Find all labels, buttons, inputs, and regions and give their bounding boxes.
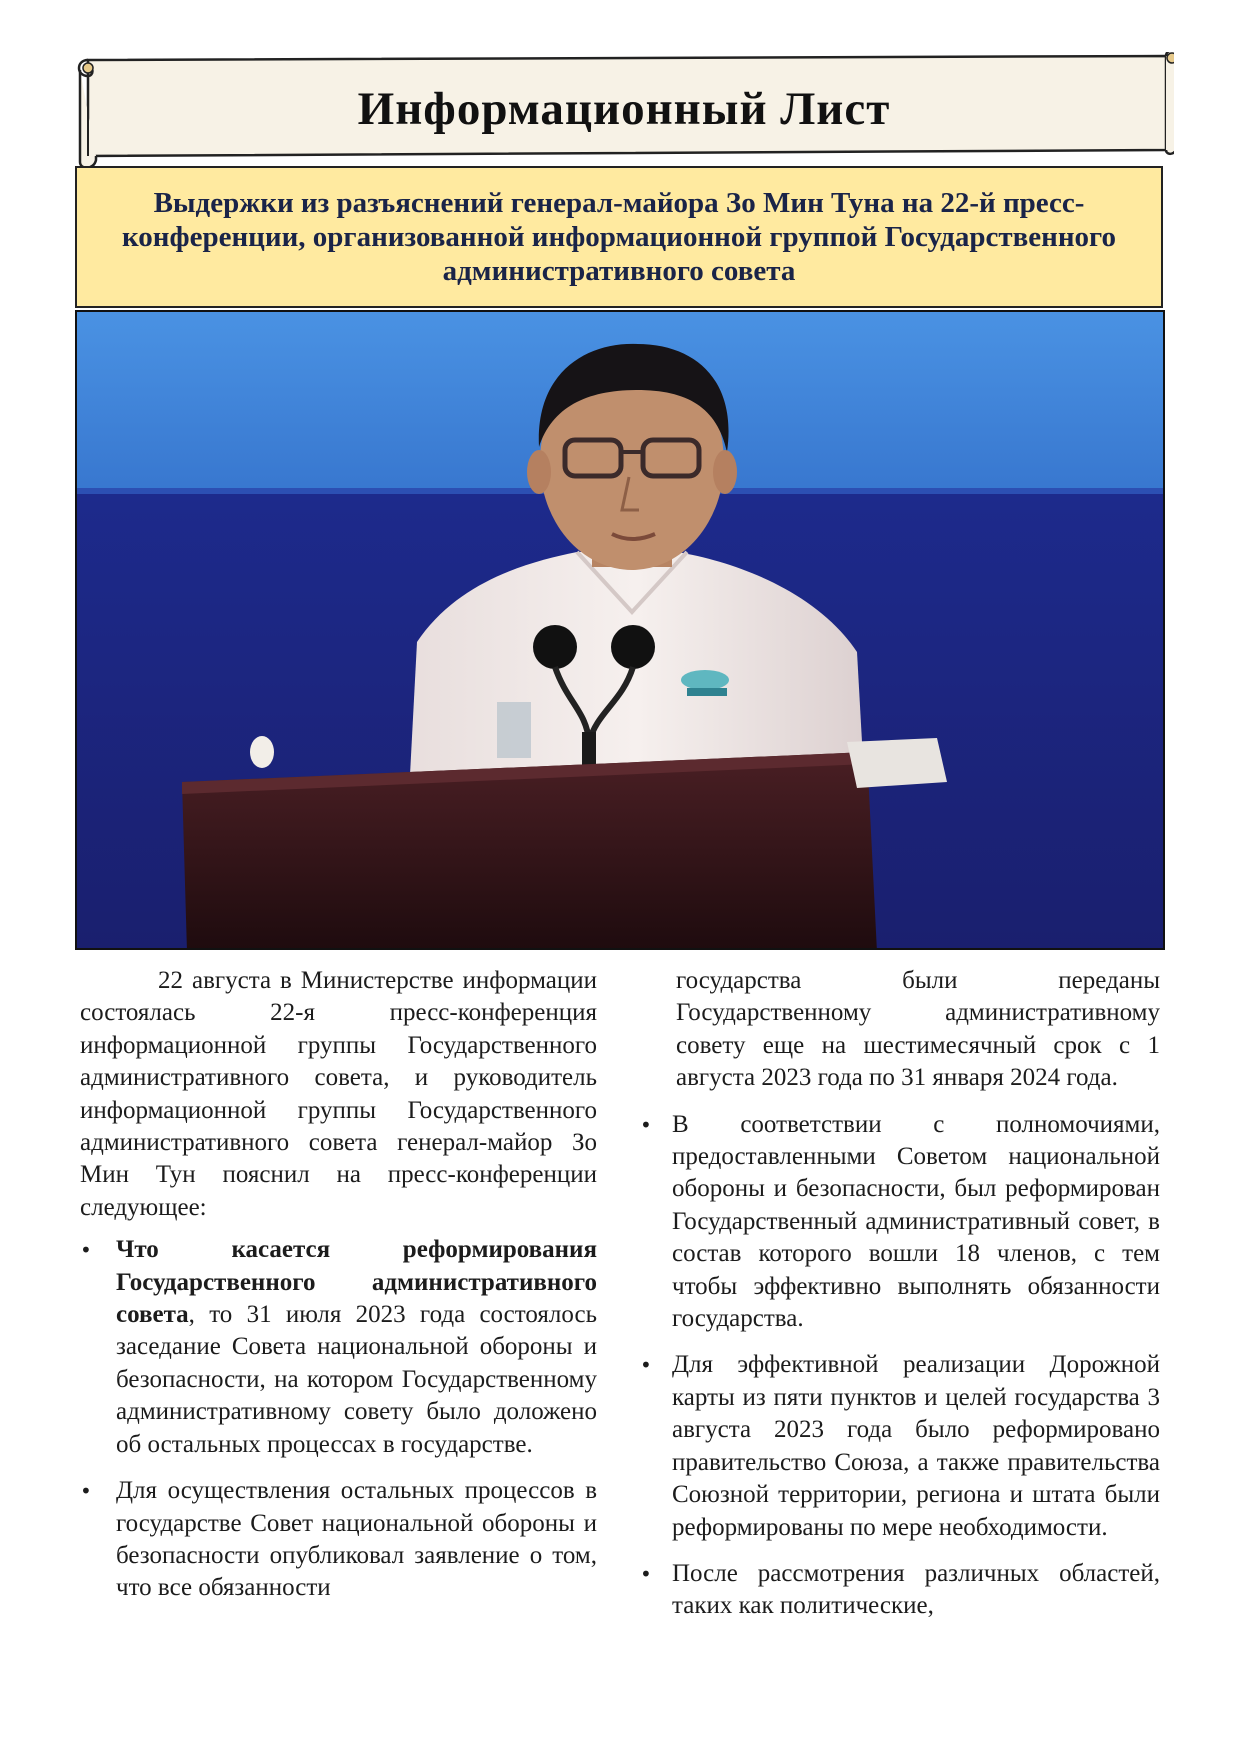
bullet-icon: • <box>640 1561 652 1586</box>
bullet-icon: • <box>80 1479 92 1504</box>
article-continuation: государства были переданы Государственному административному совету еще на шестимесячный срок с 1 августа 2023 года по 31 января 2024 года. <box>676 967 1160 1092</box>
list-item-text: После рассмотрения различных областей, таких как политические, <box>672 1559 1160 1620</box>
bullet-list-left <box>80 1234 597 1604</box>
list-item <box>640 1109 1160 1336</box>
list-item-bold-lead: Что касается реформирования Государственного административного совета <box>116 1236 597 1329</box>
list-item <box>640 1558 1160 1623</box>
article-right-column <box>640 965 1160 1637</box>
list-item <box>80 1475 597 1605</box>
article-intro: 22 августа в Министерстве информации состоялась 22-я пресс-конференция информационной группы Государственного административного совета, и руководитель информационной группы Государственного административного совета генерал-майор Зо Мин Тун пояснил на пресс-конференции следующее: <box>80 967 597 1221</box>
page-title: Информационный Лист <box>357 83 891 135</box>
list-item-text: , то 31 июля 2023 года состоялось заседание Совета национальной обороны и безопасности, на котором Государственному административному совету было доложено об остальных процессах в государстве. <box>116 1301 597 1458</box>
bullet-icon: • <box>80 1238 92 1263</box>
list-item <box>80 1234 597 1461</box>
speaker-photo <box>75 310 1165 950</box>
bullet-icon: • <box>640 1112 652 1137</box>
list-item <box>640 1349 1160 1543</box>
speaker-at-podium-photo-icon <box>77 312 1165 950</box>
bullet-icon: • <box>640 1353 652 1378</box>
article-left-column <box>80 965 597 1619</box>
bullet-list-right <box>640 1109 1160 1623</box>
list-item-text: Для эффективной реализации Дорожной карты из пяти пунктов и целей государства 3 августа 2023 года было реформировано правительство Союза, а также правительства Союзной территории, региона и штата были реформированы по мере необходимости. <box>672 1351 1160 1541</box>
title-banner <box>74 52 1174 170</box>
subtitle-box <box>75 166 1163 308</box>
subtitle: Выдержки из разъяснений генерал-майора Зо Мин Туна на 22-й пресс-конференции, организованной информационной группой Государственного административного совета <box>121 187 1116 287</box>
list-item-text: Для осуществления остальных процессов в государстве Совет национальной обороны и безопасности опубликовал заявление о том, что все обязанности <box>116 1477 597 1602</box>
list-item-text: В соответствии с полномочиями, предоставленными Советом национальной обороны и безопасности, был реформирован Государственный административный совет, в состав которого вошли 18 членов, с тем чтобы эффективно выполнять обязанности государства. <box>672 1110 1160 1333</box>
